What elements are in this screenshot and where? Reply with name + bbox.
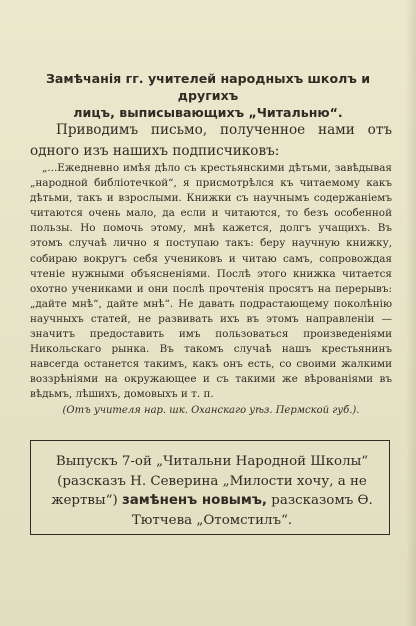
notice-text-after: разсказомъ Ѳ. Тютчева „Отомстилъ“. bbox=[131, 493, 373, 528]
heading-line-2: лицъ, выписывающихъ „Читальню“. bbox=[73, 105, 343, 120]
notice-text-before: Выпускъ 7-ой „Читальни Народной Школы“ (разсказъ Н. Северина „Милости хочу, а не жертвы“) bbox=[51, 454, 369, 508]
notice-bold-text: замѣненъ новымъ, bbox=[121, 493, 268, 508]
notice-box bbox=[30, 440, 390, 535]
heading-line-1: Замѣчанія гг. учителей народныхъ школъ и другихъ bbox=[45, 71, 371, 103]
quoted-letter bbox=[30, 161, 392, 403]
quoted-letter-text: „...Ежедневно имѣя дѣло съ крестьянскими дѣтьми, завѣдывая „народной библіотечкой“, я присмотрѣлся къ читаемому какъ дѣтьми, такъ и взрослыми. Книжки съ научнымъ содержаніемъ читаются очень мало, да если и читаются, то безъ особенной пользы. Но помочь этому, мнѣ кажется, долгъ учащихъ. Въ этомъ случаѣ лично я поступаю такъ: беру научную книжку, собираю вокругъ себя учениковъ и читаю самъ, сопровождая чтеніе нужными объясненіями. Послѣ этого книжка читается охотно учениками и они послѣ прочтенія просятъ на перерывъ: „дайте мнѣ“, дайте мнѣ“. Не давать подрастающему поколѣнію научныхъ статей, не развивать ихъ въ этомъ направленіи — значитъ предоставить имъ пользоваться произведеніями Никольскаго рынка. Въ такомъ случаѣ нашъ крестьянинъ навсегда останется такимъ, какъ онъ есть, со своими жалкими воззрѣніями на окружающее и съ такими же вѣрованіями въ вѣдьмъ, лѣшихъ, домовыхъ и т. п. bbox=[30, 162, 392, 401]
article-heading bbox=[22, 70, 394, 121]
page-edge-shadow bbox=[406, 0, 416, 626]
intro-paragraph: Приводимъ письмо, полученное нами отъ одного изъ нашихъ подписчиковъ: bbox=[30, 122, 392, 159]
letter-source-attribution: (Отъ учителя нар. шк. Оханскаго уѣз. Пермской губ.). bbox=[62, 405, 360, 416]
